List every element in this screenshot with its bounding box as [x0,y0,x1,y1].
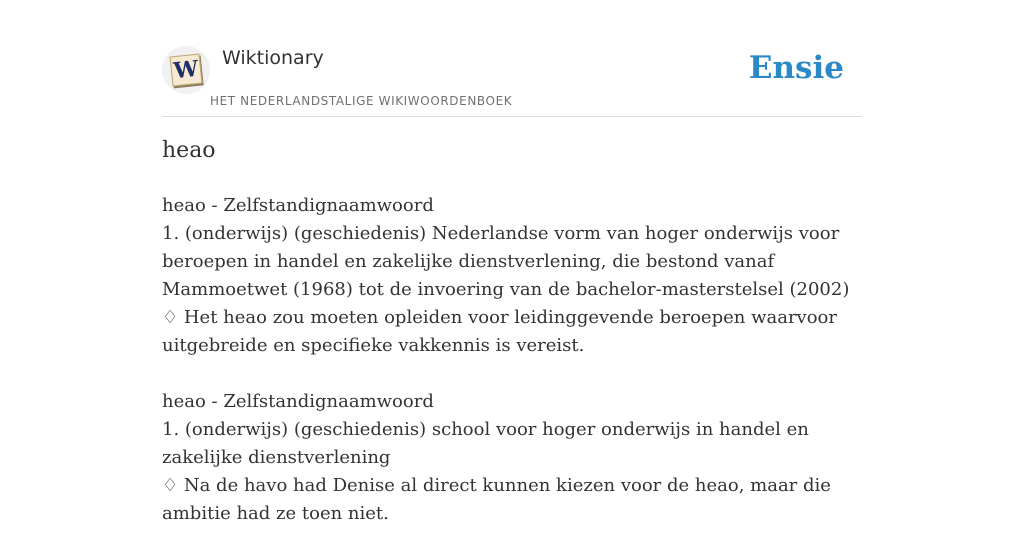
entry-example: ♢ Het heao zou moeten opleiden voor leidinggevende beroepen waarvoor uitgebreide en specifieke vakkennis is vereist. [162,307,837,356]
entry-definition: 1. (onderwijs) (geschiedenis) Nederlandse vorm van hoger onderwijs voor beroepen in handel en zakelijke dienstverlening, die bestond vanaf Mammoetwet (1968) tot de invoering van de bachelor-masterstelsel (2002) [162,223,850,300]
entry-definition: 1. (onderwijs) (geschiedenis) school voor hoger onderwijs in handel en zakelijke dienstverlening [162,419,809,468]
page-title: heao [162,138,216,163]
entries-list [162,192,862,556]
site-tagline: HET NEDERLANDSTALIGE WIKIWOORDENBOEK [210,94,513,108]
wiktionary-logo-icon: W [170,54,203,87]
site-name[interactable]: Wiktionary [222,47,324,69]
site-header [162,40,862,117]
entry [162,192,862,360]
entry-heading: heao - Zelfstandignaamwoord [162,195,434,216]
entry-heading: heao - Zelfstandignaamwoord [162,391,434,412]
entry [162,388,862,528]
entry-example: ♢ Na de havo had Denise al direct kunnen kiezen voor de heao, maar die ambitie had ze toen niet. [162,475,831,524]
ensie-brand-link[interactable]: Ensie [748,50,844,86]
wiktionary-logo[interactable] [162,46,210,94]
